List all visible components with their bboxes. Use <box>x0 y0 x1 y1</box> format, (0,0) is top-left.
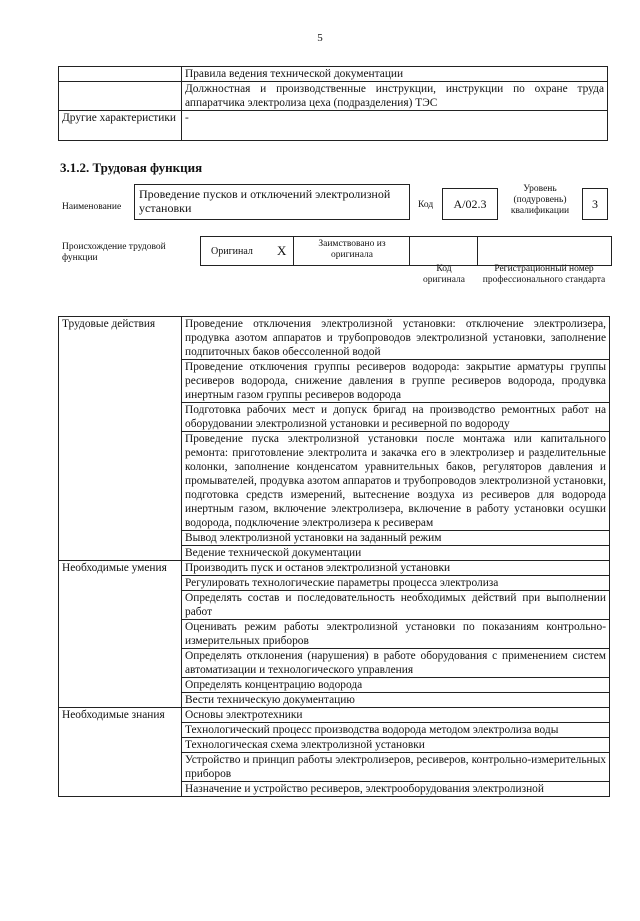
labor-action-item: Проведение отключения электролизной установки: отключение электролизера, продувка азотом аппаратов и трубопроводов электролизной установки, заполнение подпиточных баков обессоленной водой <box>182 317 610 360</box>
other-characteristics-label: Другие характеристики <box>59 111 182 141</box>
labor-action-item: Проведение пуска электролизной установки после монтажа или капитального ремонта: приготовление электролита и закачка его в электролизер и разделительные колонки, заполнение конденсатом уравнительных баков, регуляторов давления и промывателей, продувка азотом аппаратов и трубопроводов электролизной установки, подготовка средств измерений, вытеснение воздуха из ресиверов для водорода инертным газом, включение электролизера, включение в работу установки осушки водорода, подключение электролизера к ресиверам <box>182 432 610 531</box>
divider <box>477 237 478 265</box>
function-name-value: Проведение пусков и отключений электролизной установки <box>139 187 391 215</box>
knowledge-item: Технологический процесс производства водорода методом электролиза воды <box>182 723 610 738</box>
skill-item: Оценивать режим работы электролизной установки по показаниям контрольно-измерительных приборов <box>182 620 610 649</box>
labor-actions-label: Трудовые действия <box>59 317 182 561</box>
original-code-caption: Код оригинала <box>423 264 465 285</box>
skills-label: Необходимые умения <box>59 561 182 708</box>
function-name-box <box>134 184 410 220</box>
divider <box>293 237 294 265</box>
level-value-box <box>582 188 608 220</box>
skill-item: Производить пуск и останов электролизной установки <box>182 561 610 576</box>
origin-table <box>200 236 612 266</box>
knowledge-item: Назначение и устройство ресиверов, электрооборудования электролизной <box>182 782 610 797</box>
knowledge-item: Устройство и принцип работы электролизеров, ресиверов, контрольно-измерительных приборов <box>182 753 610 782</box>
divider <box>409 237 410 265</box>
function-details-table <box>58 316 610 797</box>
code-value-box <box>442 188 498 220</box>
section-heading: 3.1.2. Трудовая функция <box>60 160 203 175</box>
labor-action-item: Ведение технической документации <box>182 546 610 561</box>
original-mark: X <box>277 243 287 258</box>
skill-item: Вести техническую документацию <box>182 693 610 708</box>
knowledge-label: Необходимые знания <box>59 708 182 797</box>
name-label: Наименование <box>62 202 122 212</box>
empty-label-cell <box>59 67 182 82</box>
borrowed-label: Заимствовано из оригинала <box>318 239 386 260</box>
empty-label-cell <box>59 82 182 111</box>
labor-action-item: Проведение отключения группы ресиверов водорода: закрытие арматуры группы ресиверов водорода, снижение давления в группе ресиверов водорода, продувка инертным газом группы ресиверов водорода <box>182 360 610 403</box>
labor-action-item: Вывод электролизной установки на заданный режим <box>182 531 610 546</box>
labor-action-item: Подготовка рабочих мест и допуск бригад на производство ремонтных работ на оборудовании электролизной установки и ресиверной по водороду <box>182 403 610 432</box>
previous-table-tail <box>58 66 608 141</box>
registration-number-caption: Регистрационный номер профессионального стандарта <box>482 264 606 285</box>
knowledge-item: Должностная и производственные инструкции, инструкции по охране труда аппаратчика электролиза цеха (подразделения) ТЭС <box>182 82 608 111</box>
skill-item: Определять отклонения (нарушения) в работе оборудования с применением систем автоматизации и технологического управления <box>182 649 610 678</box>
knowledge-item: Основы электротехники <box>182 708 610 723</box>
knowledge-item: Правила ведения технической документации <box>182 67 608 82</box>
origin-label: Происхождение трудовой функции <box>62 242 166 263</box>
code-value: А/02.3 <box>453 197 487 211</box>
skill-item: Регулировать технологические параметры процесса электролиза <box>182 576 610 591</box>
original-label: Оригинал <box>211 246 253 257</box>
knowledge-item: Технологическая схема электролизной установки <box>182 738 610 753</box>
code-label: Код <box>418 200 434 210</box>
level-value: 3 <box>592 197 598 211</box>
level-label: Уровень (подуровень) квалификации <box>510 184 570 216</box>
other-characteristics-value: - <box>182 111 608 141</box>
skill-item: Определять состав и последовательность необходимых действий при выполнении работ <box>182 591 610 620</box>
page-number: 5 <box>317 32 323 44</box>
skill-item: Определять концентрацию водорода <box>182 678 610 693</box>
